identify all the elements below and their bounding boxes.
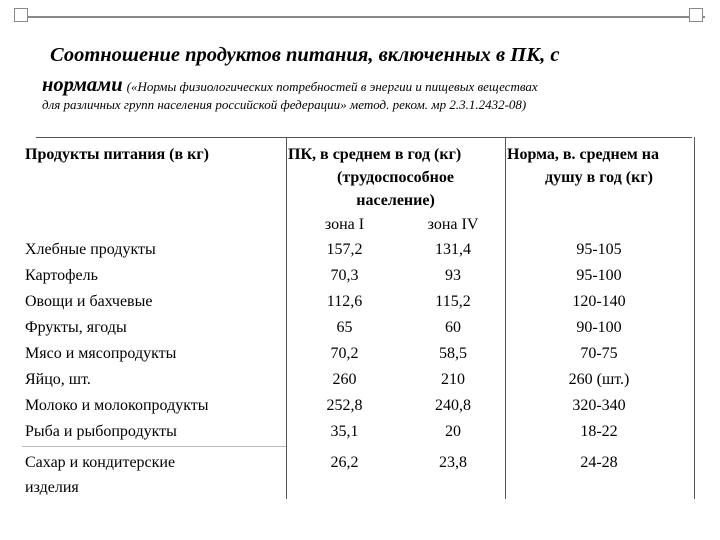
- row-norm: 90-100: [576, 319, 622, 336]
- row-zone4: 58,5: [439, 345, 467, 362]
- top-left-square: [14, 8, 28, 22]
- last-row-zone1: 26,2: [330, 454, 359, 471]
- row-zone4: 93: [445, 267, 461, 284]
- row-product: Рыба и рыбопродукты: [25, 423, 177, 440]
- row-norm: 95-105: [576, 241, 622, 258]
- row-zone4: 60: [445, 319, 461, 336]
- zone-1-header: зона I: [324, 216, 365, 233]
- table-right-border: [694, 137, 695, 499]
- subtitle-main: нормами: [42, 74, 123, 96]
- col-pk-header-line-3: население): [356, 192, 435, 209]
- zone-4-header: зона IV: [427, 216, 479, 233]
- table-top-border: [36, 137, 692, 138]
- col-pk-header-line-1: ПК, в среднем в год (кг): [288, 146, 462, 163]
- col-products-header: Продукты питания (в кг): [25, 146, 209, 163]
- row-zone1: 260: [332, 371, 357, 388]
- row-zone1: 65: [336, 319, 353, 336]
- top-right-square: [689, 8, 703, 22]
- row-zone1: 35,1: [330, 423, 359, 440]
- row-zone4: 210: [441, 371, 465, 388]
- row-zone4: 131,4: [435, 241, 471, 258]
- row-zone1: 70,3: [330, 267, 359, 284]
- row-norm: 260 (шт.): [568, 371, 630, 388]
- row-product: Молоко и молокопродукты: [25, 397, 209, 414]
- row-product: Хлебные продукты: [25, 241, 156, 258]
- row-product: Яйцо, шт.: [25, 371, 91, 388]
- last-row-norm: 24-28: [580, 454, 618, 471]
- slide-title: Соотношение продуктов питания, включенных в ПК, с: [50, 44, 560, 66]
- row-norm: 320-340: [572, 397, 626, 414]
- row-product: Картофель: [25, 267, 98, 284]
- row-product: Мясо и мясопродукты: [25, 345, 177, 362]
- row-zone4: 115,2: [435, 293, 471, 310]
- row-zone1: 157,2: [326, 241, 363, 258]
- row-zone1: 252,8: [326, 397, 363, 414]
- row-norm: 95-100: [576, 267, 622, 284]
- row-zone4: 240,8: [435, 397, 471, 414]
- row-zone1: 70,2: [330, 345, 359, 362]
- row-zone4: 20: [445, 423, 461, 440]
- col-pk-header-line-2: (трудоспособное: [337, 169, 454, 186]
- row-product: Овощи и бахчевые: [25, 293, 153, 310]
- top-decor-line: [21, 16, 705, 18]
- last-row-product-line-2: изделия: [25, 479, 79, 496]
- col-norm-header-line-1: Норма, в. среднем на: [507, 146, 659, 163]
- col-norm-header-line-2: душу в год (кг): [545, 169, 653, 186]
- row-norm: 120-140: [572, 293, 626, 310]
- last-row-separator: [22, 446, 286, 447]
- last-row-product-line-1: Сахар и кондитерские: [25, 454, 176, 471]
- subtitle-note-2: для различных групп населения российской федерации» метод. реком. мр 2.3.1.2432-08): [42, 97, 527, 112]
- row-norm: 18-22: [580, 423, 618, 440]
- row-zone1: 112,6: [326, 293, 363, 310]
- last-row-zone4: 23,8: [439, 454, 467, 471]
- row-norm: 70-75: [580, 345, 618, 362]
- row-product: Фрукты, ягоды: [25, 319, 127, 336]
- subtitle-line-1: [42, 74, 538, 97]
- subtitle-note-1: («Нормы физиологических потребностей в энергии и пищевых веществах: [126, 79, 538, 94]
